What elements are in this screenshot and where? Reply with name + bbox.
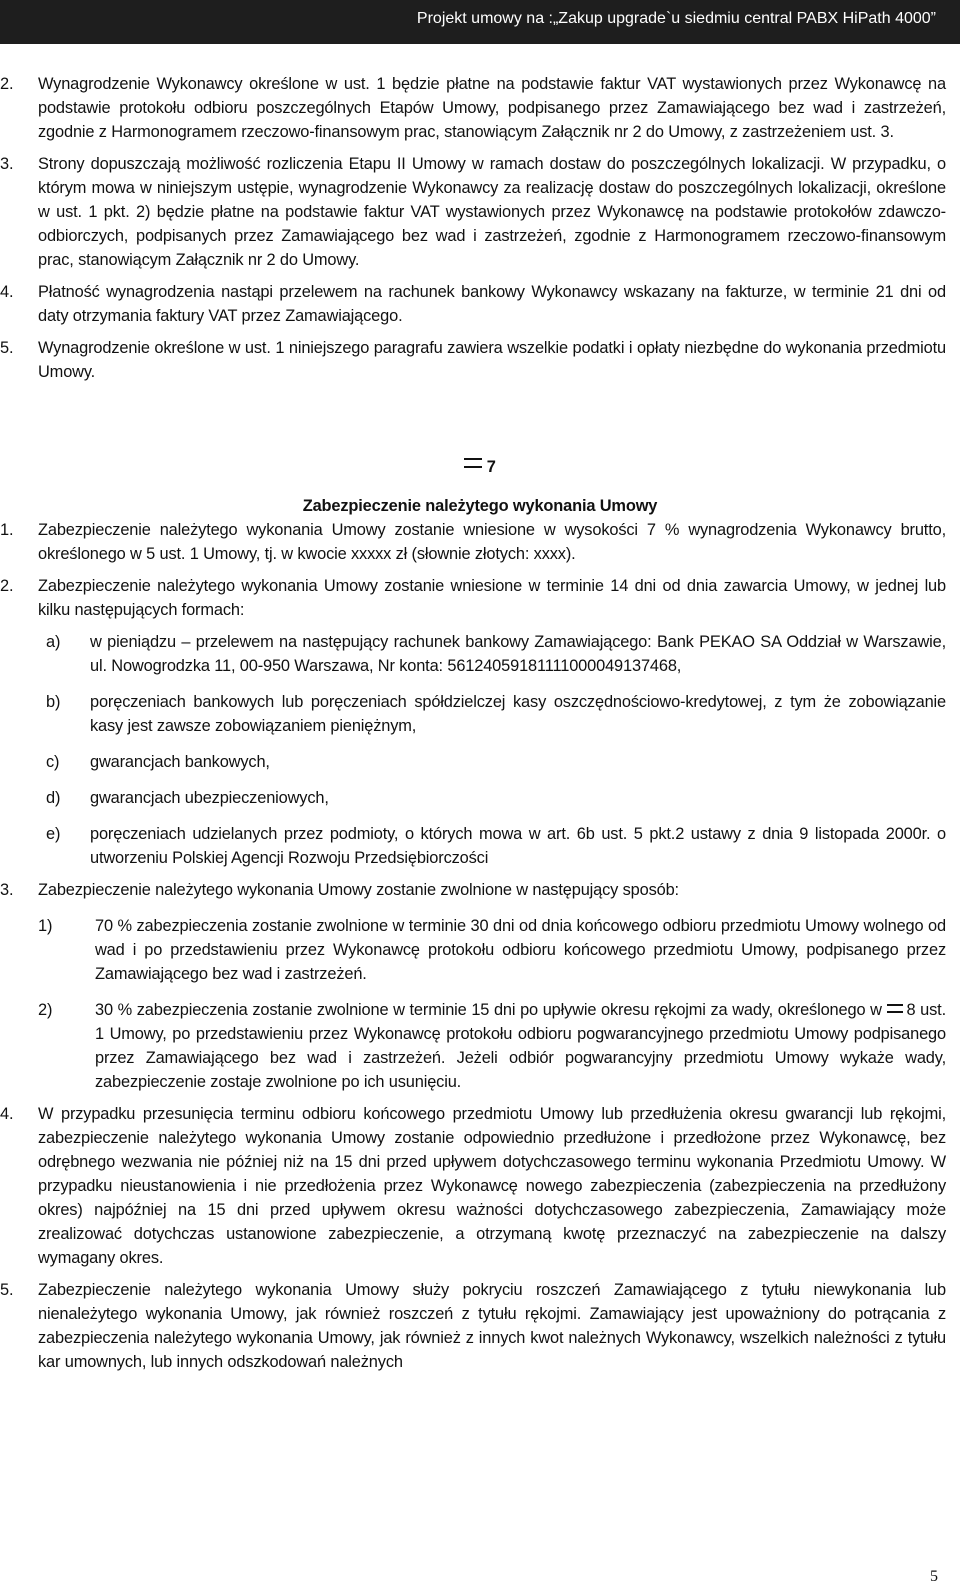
list-item-letter: b) <box>46 693 61 711</box>
paragraph-text: Strony dopuszczają możliwość rozliczenia Etapu II Umowy w ramach dostaw do poszczególnych lokalizacji. W przypadku, o którym mowa w niniejszym ustępie, wynagrodzenie Wykonawcy za realizację dostaw do poszczególnych lokalizacji, określone w ust. 1 pkt. 2) będzie płatne na podstawie faktur VAT wystawionych przez Wykonawcę na podstawie protokołów zdawczo-odbiorczych, podpisanych przez Zamawiającego bez wad i zastrzeżeń, zgodnie z Harmonogramem rzeczowo-finansowym prac, stanowiącym Załącznik nr 2 do Umowy. <box>38 155 946 269</box>
section-paragraph-4 <box>0 1102 960 1270</box>
section-paragraph-2 <box>0 574 960 622</box>
paragraph-text: Wynagrodzenie Wykonawcy określone w ust. 1 będzie płatne na podstawie faktur VAT wystawionych przez Wykonawcę na podstawie protokołu odbioru poszczególnych Etapów Umowy, podpisanego przez Zamawiającego bez wad i zastrzeżeń, zgodnie z Harmonogramem rzeczowo-finansowym prac, stanowiącym Załącznik nr 2 do Umowy, z zastrzeżeniem ust. 3. <box>38 75 946 141</box>
list-item-number: 1) <box>38 917 53 935</box>
paragraph-number: 4. <box>0 1105 14 1123</box>
section-paragraph-1 <box>0 518 960 566</box>
list-item-text: 70 % zabezpieczenia zostanie zwolnione w terminie 30 dni od dnia końcowego odbioru przedmiotu Umowy wolnego od wad i po przedstawieniu przez Wykonawcę protokołu odbioru końcowego przedmiotu Umowy, podpisanego przez Zamawiającego bez wad i zastrzeżeń. <box>95 917 946 983</box>
paragraph-3 <box>0 152 960 272</box>
paragraph-text: Zabezpieczenie należytego wykonania Umowy służy pokryciu roszczeń Zamawiającego z tytułu niewykonania lub nienależytego wykonania Umowy, jak również roszczeń z tytułu rękojmi. Zamawiający jest upoważniony do potrącania z zabezpieczenia należytego wykonania Umowy, jak również z innych kwot należnych Wykonawcy, wszelkich należności z tytułu kar umownych, lub innych odszkodowań należnych <box>38 1281 946 1371</box>
page-number: 5 <box>930 1568 938 1585</box>
list-item-letter: d) <box>46 789 61 807</box>
section-number-value: 7 <box>486 458 496 476</box>
document-body <box>0 72 960 1374</box>
list-item-letter: c) <box>46 753 60 771</box>
list-item-text-a: 30 % zabezpieczenia zostanie zwolnione w terminie 15 dni po upływie okresu rękojmi za wady, określonego w <box>95 1001 882 1019</box>
paragraph-number: 2. <box>0 75 14 93</box>
document-header <box>0 0 960 44</box>
section-number <box>0 454 960 494</box>
list-item-number: 2) <box>38 1001 53 1019</box>
paragraph-text: Wynagrodzenie określone w ust. 1 niniejszego paragrafu zawiera wszelkie podatki i opłaty niezbędne do wykonania przedmiotu Umowy. <box>38 339 946 381</box>
paragraph-number: 4. <box>0 283 14 301</box>
paragraph-number: 2. <box>0 577 14 595</box>
list-item-text: w pieniądzu – przelewem na następujący rachunek bankowy Zamawiającego: Bank PEKAO SA Oddział w Warszawie, ul. Nowogrodzka 11, 00-950 Warszawa, Nr konta: 56124059181111000049137468, <box>90 633 946 675</box>
list-item-e <box>0 822 960 870</box>
paragraph-text: W przypadku przesunięcia terminu odbioru końcowego przedmiotu Umowy lub przedłużenia okresu gwarancji lub rękojmi, zabezpieczenie należytego wykonania Umowy zostanie odpowiednio przedłużone i przedłożone przez Wykonawcę, bez odrębnego wezwania nie później niż na 15 dni przed upływem dotychczasowego terminu wykonania Przedmiotu Umowy. W przypadku nieustanowienia i nie przedłożenia przez Wykonawcę nowego zabezpieczenia (zabezpieczenia na przedłużony okres) najpóźniej na 15 dni przed upływem okresu ważności dotychczasowego zabezpieczenia, Zamawiający może zrealizować dotychczas ustanowione zabezpieczenie, a otrzymaną kwotę przeznaczyć na zabezpieczenie na dalszy wymagany okres. <box>38 1105 946 1267</box>
section-sign-icon <box>887 1001 903 1017</box>
section-paragraph-3 <box>0 878 960 902</box>
list-item-c <box>0 750 960 774</box>
section-paragraph-5 <box>0 1278 960 1374</box>
paragraph-2 <box>0 72 960 144</box>
paragraph-text: Płatność wynagrodzenia nastąpi przelewem na rachunek bankowy Wykonawcy wskazany na fakturze, w terminie 21 dni od daty otrzymania faktury VAT przez Zamawiającego. <box>38 283 946 325</box>
release-item-2 <box>0 998 960 1094</box>
paragraph-number: 5. <box>0 1281 14 1299</box>
release-item-1 <box>0 914 960 986</box>
section-title: Zabezpieczenie należytego wykonania Umowy <box>302 497 658 515</box>
paragraph-5 <box>0 336 960 384</box>
paragraph-number: 5. <box>0 339 14 357</box>
paragraph-4 <box>0 280 960 328</box>
paragraph-number: 3. <box>0 155 14 173</box>
header-title: Projekt umowy na :„Zakup upgrade`u siedmiu central PABX HiPath 4000” <box>416 10 936 27</box>
list-item-b <box>0 690 960 738</box>
paragraph-text: Zabezpieczenie należytego wykonania Umowy zostanie wniesione w wysokości 7 % wynagrodzenia Wykonawcy brutto, określonego w 5 ust. 1 Umowy, tj. w kwocie xxxxx zł (słownie złotych: xxxx). <box>38 521 946 563</box>
paragraph-number: 1. <box>0 521 14 539</box>
list-item-d <box>0 786 960 810</box>
list-item-letter: e) <box>46 825 61 843</box>
section-sign-icon <box>464 454 482 472</box>
list-item-text: poręczeniach bankowych lub poręczeniach spółdzielczej kasy oszczędnościowo-kredytowej, z tym że zobowiązanie kasy jest zawsze zobowiązaniem pieniężnym, <box>90 693 946 735</box>
paragraph-text: Zabezpieczenie należytego wykonania Umowy zostanie zwolnione w następujący sposób: <box>38 881 679 899</box>
list-item-text: gwarancjach ubezpieczeniowych, <box>90 789 329 807</box>
paragraph-number: 3. <box>0 881 14 899</box>
list-item-text: gwarancjach bankowych, <box>90 753 270 771</box>
list-item-text: poręczeniach udzielanych przez podmioty, o których mowa w art. 6b ust. 5 pkt.2 ustawy z dnia 9 listopada 2000r. o utworzeniu Polskiej Agencji Rozwoju Przedsiębiorczości <box>90 825 946 867</box>
paragraph-text: Zabezpieczenie należytego wykonania Umowy zostanie wniesione w terminie 14 dni od dnia zawarcia Umowy, w jednej lub kilku następujących formach: <box>38 577 946 619</box>
list-item-a <box>0 630 960 678</box>
list-item-text-b: 8 ust. 1 Umowy, po przedstawieniu przez Wykonawcę protokołu odbioru pogwarancyjnego przedmiotu Umowy podpisanego przez Zamawiającego bez wad i zastrzeżeń. Jeżeli odbiór pogwarancyjny przedmiotu Umowy wykaże wady, zabezpieczenie zostaje zwolnione po ich usunięciu. <box>95 1001 946 1091</box>
list-item-letter: a) <box>46 633 61 651</box>
